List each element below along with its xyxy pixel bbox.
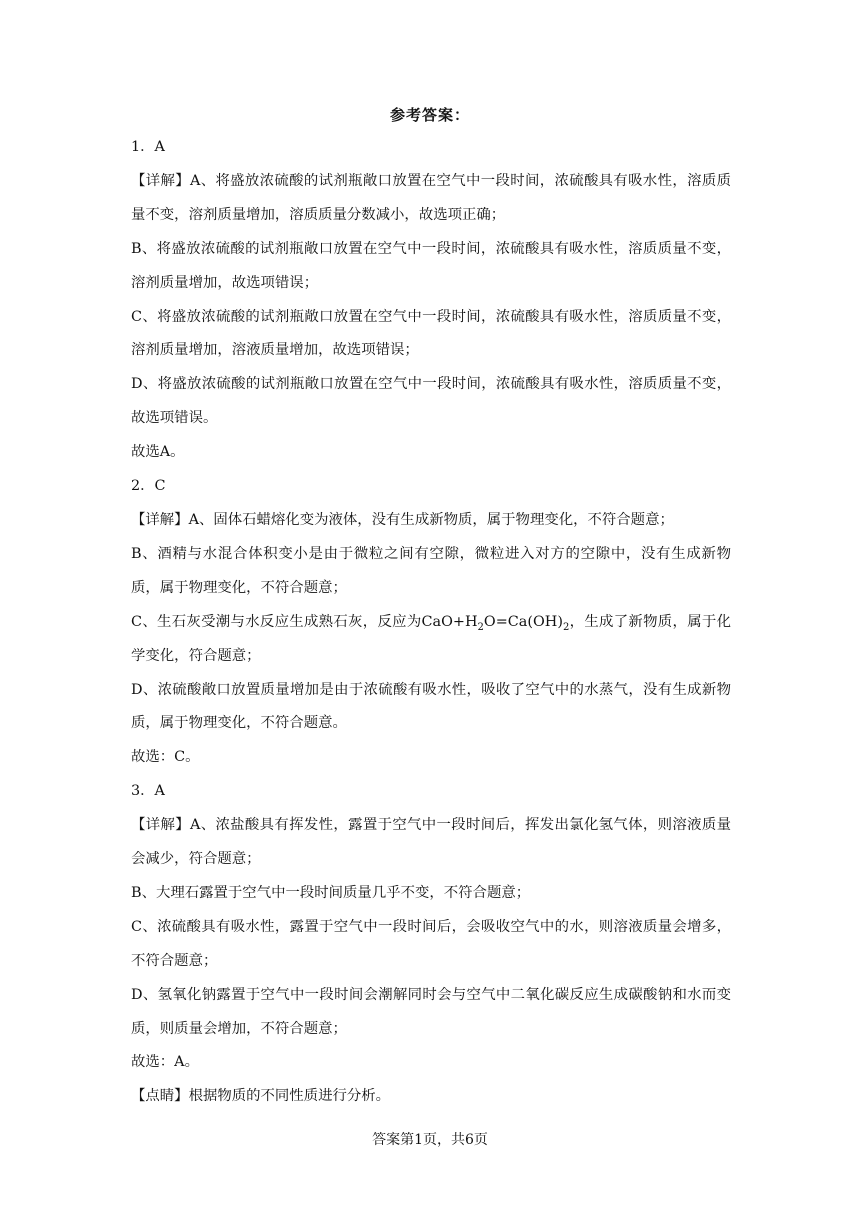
q1-answer: 故选A。 (131, 444, 185, 461)
q3-note: 【点睛】根据物质的不同性质进行分析。 (131, 1088, 391, 1105)
subscript: 2 (562, 621, 570, 633)
page-footer: 答案第1页，共6页 (372, 1132, 488, 1148)
q3-answer: 故选：A。 (131, 1054, 199, 1071)
q1-detail-a: 【详解】A、将盛放浓硫酸的试剂瓶敞口放置在空气中一段时间，浓硫酸具有吸水性，溶质质量不变，溶剂质量增加，溶质质量分数减小，故选项正确； (131, 172, 731, 223)
q2-detail-c-text-1: C、生石灰受潮与水反应生成熟石灰，反应为CaO+H (131, 613, 478, 630)
q3-number: 3．A (131, 783, 165, 800)
q3-detail-d: D、氢氧化钠露置于空气中一段时间会潮解同时会与空气中二氧化碳反应生成碳酸钠和水而变质，则质量会增加，不符合题意； (131, 986, 731, 1037)
q2-detail-b: B、酒精与水混合体积变小是由于微粒之间有空隙，微粒进入对方的空隙中，没有生成新物质，属于物理变化，不符合题意； (131, 545, 731, 596)
q1-detail-d: D、将盛放浓硫酸的试剂瓶敞口放置在空气中一段时间，浓硫酸具有吸水性，溶质质量不变，故选项错误。 (131, 376, 731, 427)
q1-detail-c: C、将盛放浓硫酸的试剂瓶敞口放置在空气中一段时间，浓硫酸具有吸水性，溶质质量不变，溶剂质量增加，溶液质量增加，故选项错误； (131, 308, 731, 359)
q3-detail-a: 【详解】A、浓盐酸具有挥发性，露置于空气中一段时间后，挥发出氯化氢气体，则溶液质量会减少，符合题意； (131, 817, 731, 868)
subscript: 2 (477, 621, 484, 633)
q2-answer: 故选：C。 (131, 749, 200, 766)
q2-detail-a: 【详解】A、固体石蜡熔化变为液体，没有生成新物质，属于物理变化，不符合题意； (131, 511, 674, 528)
q3-detail-c: C、浓硫酸具有吸水性，露置于空气中一段时间后，会吸收空气中的水，则溶液质量会增多，不符合题意； (131, 918, 731, 969)
answer-content (131, 131, 731, 1114)
q1-number: 1．A (131, 139, 165, 155)
q3-detail-b: B、大理石露置于空气中一段时间质量几乎不变，不符合题意； (131, 884, 531, 901)
q2-detail-d: D、浓硫酸敞口放置质量增加是由于浓硫酸有吸水性，吸收了空气中的水蒸气，没有生成新物质，属于物理变化，不符合题意。 (131, 681, 731, 732)
q1-detail-b: B、将盛放浓硫酸的试剂瓶敞口放置在空气中一段时间，浓硫酸具有吸水性，溶质质量不变，溶剂质量增加，故选项错误； (131, 240, 731, 291)
q2-number: 2．C (131, 478, 166, 495)
q2-detail-c-text-3: ，生成了新物质，属于化学变化，符合题意； (131, 613, 731, 664)
q2-detail-c (131, 606, 731, 674)
q2-detail-c-text-2: O=Ca(OH) (483, 613, 563, 630)
page-title: 参考答案： (389, 106, 470, 124)
